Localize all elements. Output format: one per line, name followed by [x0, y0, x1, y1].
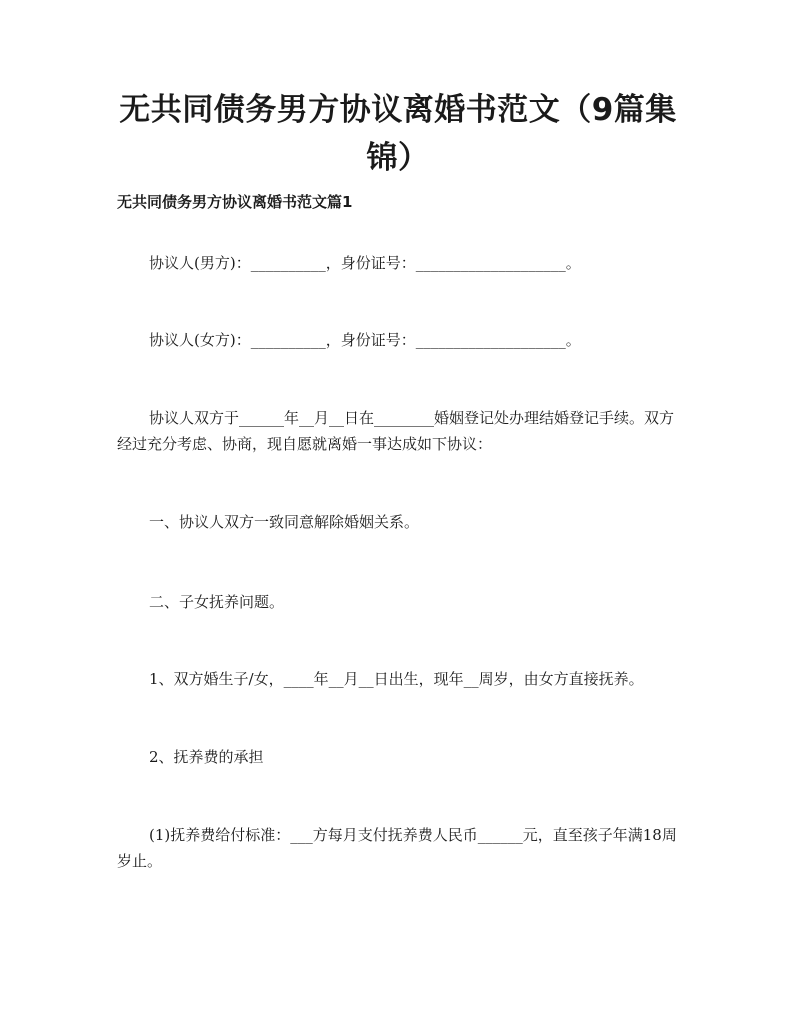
- paragraph-male-party: 协议人(男方)：__________，身份证号：____________________。: [149, 254, 581, 272]
- section-heading: 无共同债务男方协议离婚书范文篇1: [117, 193, 353, 211]
- paragraph-clause-2: 二、子女抚养问题。: [149, 593, 285, 611]
- paragraph-clause-1: 一、协议人双方一致同意解除婚姻关系。: [149, 513, 420, 531]
- paragraph-female-party: 协议人(女方)：__________，身份证号：____________________。: [149, 331, 581, 349]
- paragraph-support-standard: (1)抚养费给付标准：___方每月支付抚养费人民币______元，直至孩子年满18周岁止。: [117, 826, 677, 870]
- paragraph-marriage-registration: 协议人双方于______年__月__日在________婚姻登记处办理结婚登记手续。双方经过充分考虑、协商，现自愿就离婚一事达成如下协议：: [117, 409, 675, 453]
- paragraph-support-heading: 2、抚养费的承担: [149, 748, 264, 766]
- document-title: 无共同债务男方协议离婚书范文（9篇集锦）: [119, 92, 677, 176]
- paragraph-child-custody: 1、双方婚生子/女，____年__月__日出生，现年__周岁，由女方直接抚养。: [149, 670, 644, 688]
